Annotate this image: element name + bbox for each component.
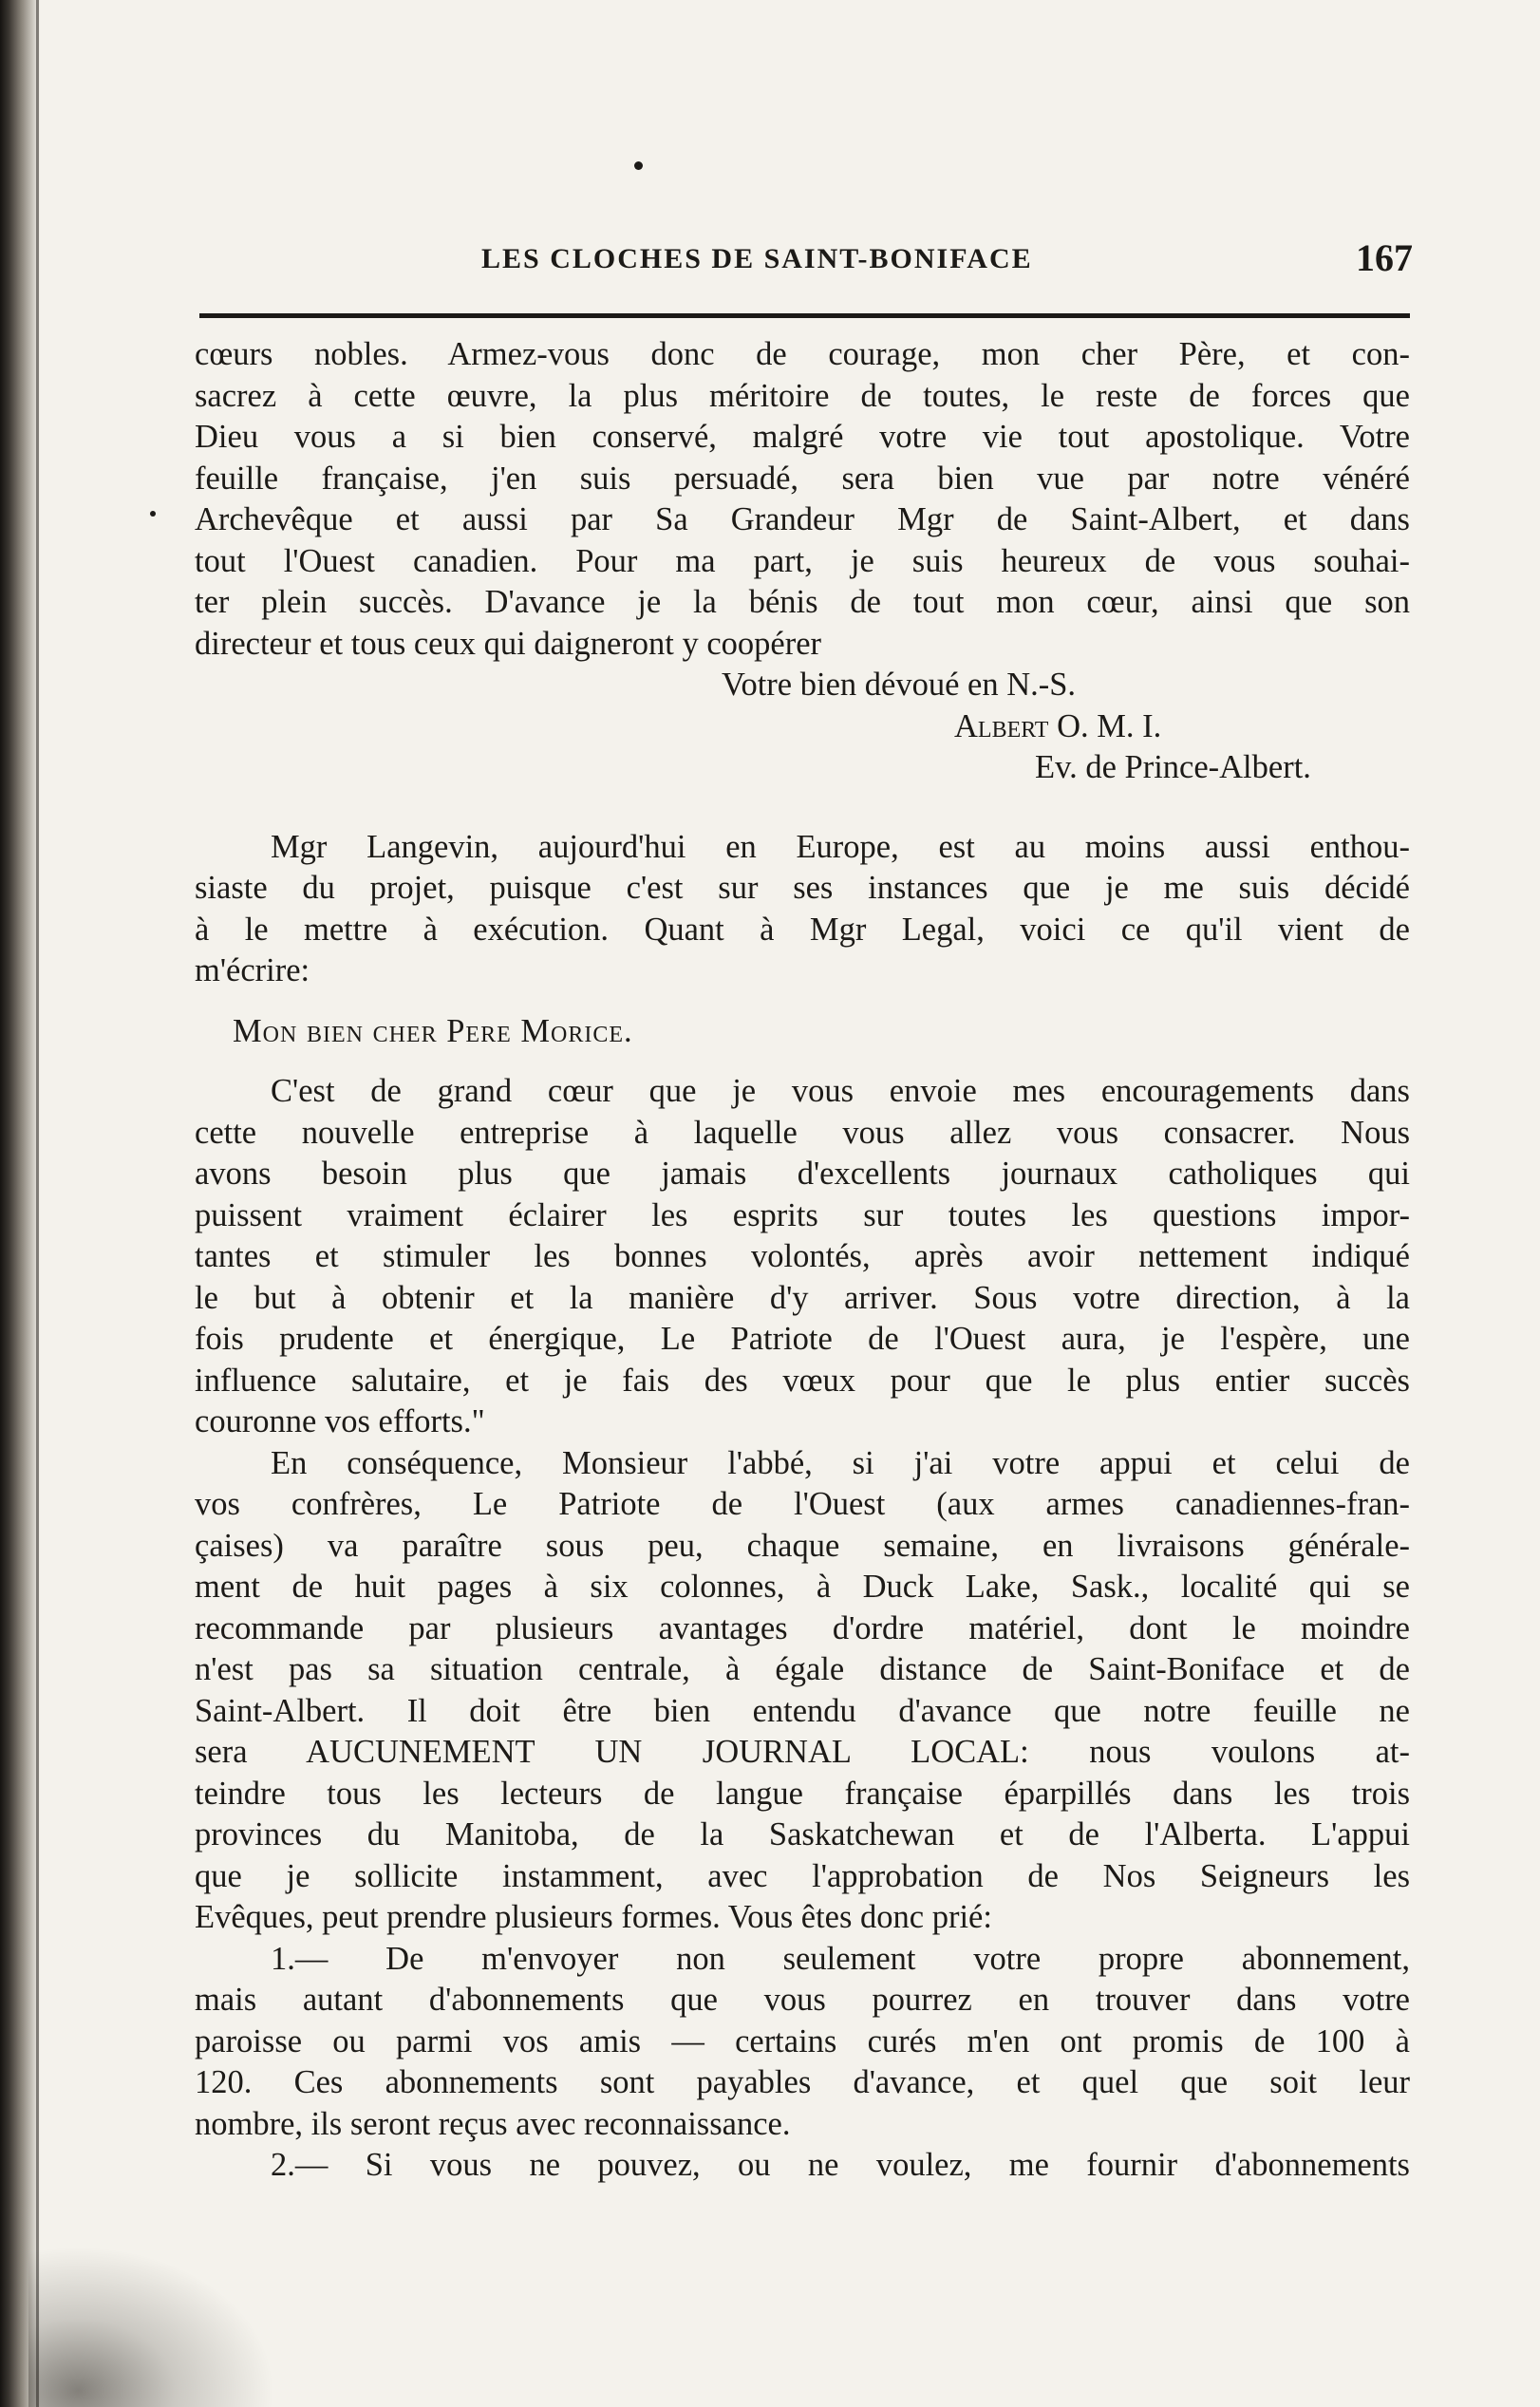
text-line: couronne vos efforts." [195,1403,485,1439]
running-head-title: LES CLOCHES DE SAINT-BONIFACE [481,243,1033,274]
letter-signature: Albert O. M. I. [954,707,1162,744]
page-number: 167 [1356,236,1413,279]
text-line: Dieu vous a si bien conservé, malgré votre vie tout apostolique. Votre [195,419,1410,455]
text-line: vos confrères, Le Patriote de l'Ouest (aux armes canadiennes-fran- [195,1486,1410,1522]
text-line: tout l'Ouest canadien. Pour ma part, je suis heureux de vous souhai- [195,542,1410,579]
text-line: C'est de grand cœur que je vous envoie mes encouragements dans [271,1073,1410,1109]
text-line: Mgr Langevin, aujourd'hui en Europe, est au moins aussi enthou- [271,828,1410,865]
text-line: le but à obtenir et la manière d'y arriver. Sous votre direction, à la [195,1279,1410,1316]
letter-legal [195,1011,1410,1443]
text-line: nombre, ils seront reçus avec reconnaissance. [195,2105,791,2142]
text-line: Saint-Albert. Il doit être bien entendu d'avance que notre feuille ne [195,1692,1410,1729]
text-line: directeur et tous ceux qui daigneront y coopérer [195,625,822,662]
text-line: que je sollicite instamment, avec l'approbation de Nos Seigneurs les [195,1857,1410,1894]
book-binding-edge [0,0,40,2407]
text-line: siaste du projet, puisque c'est sur ses instances que je me suis décidé [195,870,1410,906]
signature-title: Ev. de Prince-Albert. [1035,749,1311,785]
text-line: m'écrire: [195,952,310,988]
text-line: Archevêque et aussi par Sa Grandeur Mgr de Saint-Albert, et dans [195,501,1410,537]
text-line: teindre tous les lecteurs de langue française éparpillés dans les trois [195,1775,1410,1812]
text-line: provinces du Manitoba, de la Saskatchewan et de l'Alberta. L'appui [195,1816,1410,1852]
text-line: à le mettre à exécution. Quant à Mgr Legal, voici ce qu'il vient de [195,911,1410,948]
spacer [195,1052,1410,1071]
text-line: ter plein succès. D'avance je la bénis de tout mon cœur, ainsi que son [195,584,1410,620]
spacer [195,789,1410,827]
text-line: 120. Ces abonnements sont payables d'avance, et quel que soit leur [195,2064,1410,2100]
letter-closing: Votre bien dévoué en N.-S. [722,667,1077,703]
paragraph-consequence [195,1443,1410,1939]
text-line: avons besoin plus que jamais d'excellents journaux catholiques qui [195,1156,1410,1192]
text-line: cœurs nobles. Armez-vous donc de courage, mon cher Père, et con- [195,336,1410,372]
header-rule [199,313,1410,318]
list-item-1 [195,1939,1410,2146]
text-line: çaises) va paraître sous peu, chaque semaine, en livraisons générale- [195,1527,1410,1564]
spacer [195,992,1410,1011]
text-line: Evêques, peut prendre plusieurs formes. Vous êtes donc prié: [195,1899,992,1935]
text-line: cette nouvelle entreprise à laquelle vous allez vous consacrer. Nous [195,1114,1410,1151]
page-body [195,334,1410,2187]
text-line: 1.— De m'envoyer non seulement votre propre abonnement, [271,1940,1410,1977]
letter-albert [195,334,1410,789]
ink-speck [634,161,643,170]
text-line: paroisse ou parmi vos amis — certains curés m'en ont promis de 100 à [195,2022,1410,2059]
text-line: ment de huit pages à six colonnes, à Duck Lake, Sask., localité qui se [195,1569,1410,1605]
text-line: En conséquence, Monsieur l'abbé, si j'ai votre appui et celui de [271,1444,1410,1481]
letter-salutation: Mon bien cher Pere Morice. [233,1012,633,1049]
text-line: n'est pas sa situation centrale, à égale distance de Saint-Boniface et de [195,1651,1410,1687]
text-line: sacrez à cette œuvre, la plus méritoire de toutes, le reste de forces que [195,377,1410,414]
list-item-2 [195,2145,1410,2187]
text-line: influence salutaire, et je fais des vœux pour que le plus entier succès [195,1362,1410,1399]
running-head [195,236,1413,294]
text-line: 2.— Si vous ne pouvez, ou ne voulez, me fournir d'abonnements [271,2147,1410,2183]
ink-speck [150,511,156,517]
text-line: mais autant d'abonnements que vous pourrez en trouver dans votre [195,1982,1410,2018]
paragraph-langevin [195,827,1410,992]
binding-shadow-line [36,0,39,2407]
page-stain [28,2246,275,2407]
text-line: sera AUCUNEMENT UN JOURNAL LOCAL: nous voulons at- [195,1734,1410,1770]
text-line: feuille française, j'en suis persuadé, sera bien vue par notre vénéré [195,460,1410,497]
text-line: puissent vraiment éclairer les esprits sur toutes les questions impor- [195,1196,1410,1233]
text-line: recommande par plusieurs avantages d'ordre matériel, dont le moindre [195,1609,1410,1646]
text-line: fois prudente et énergique, Le Patriote de l'Ouest aura, je l'espère, une [195,1321,1410,1357]
text-line: tantes et stimuler les bonnes volontés, après avoir nettement indiqué [195,1238,1410,1274]
